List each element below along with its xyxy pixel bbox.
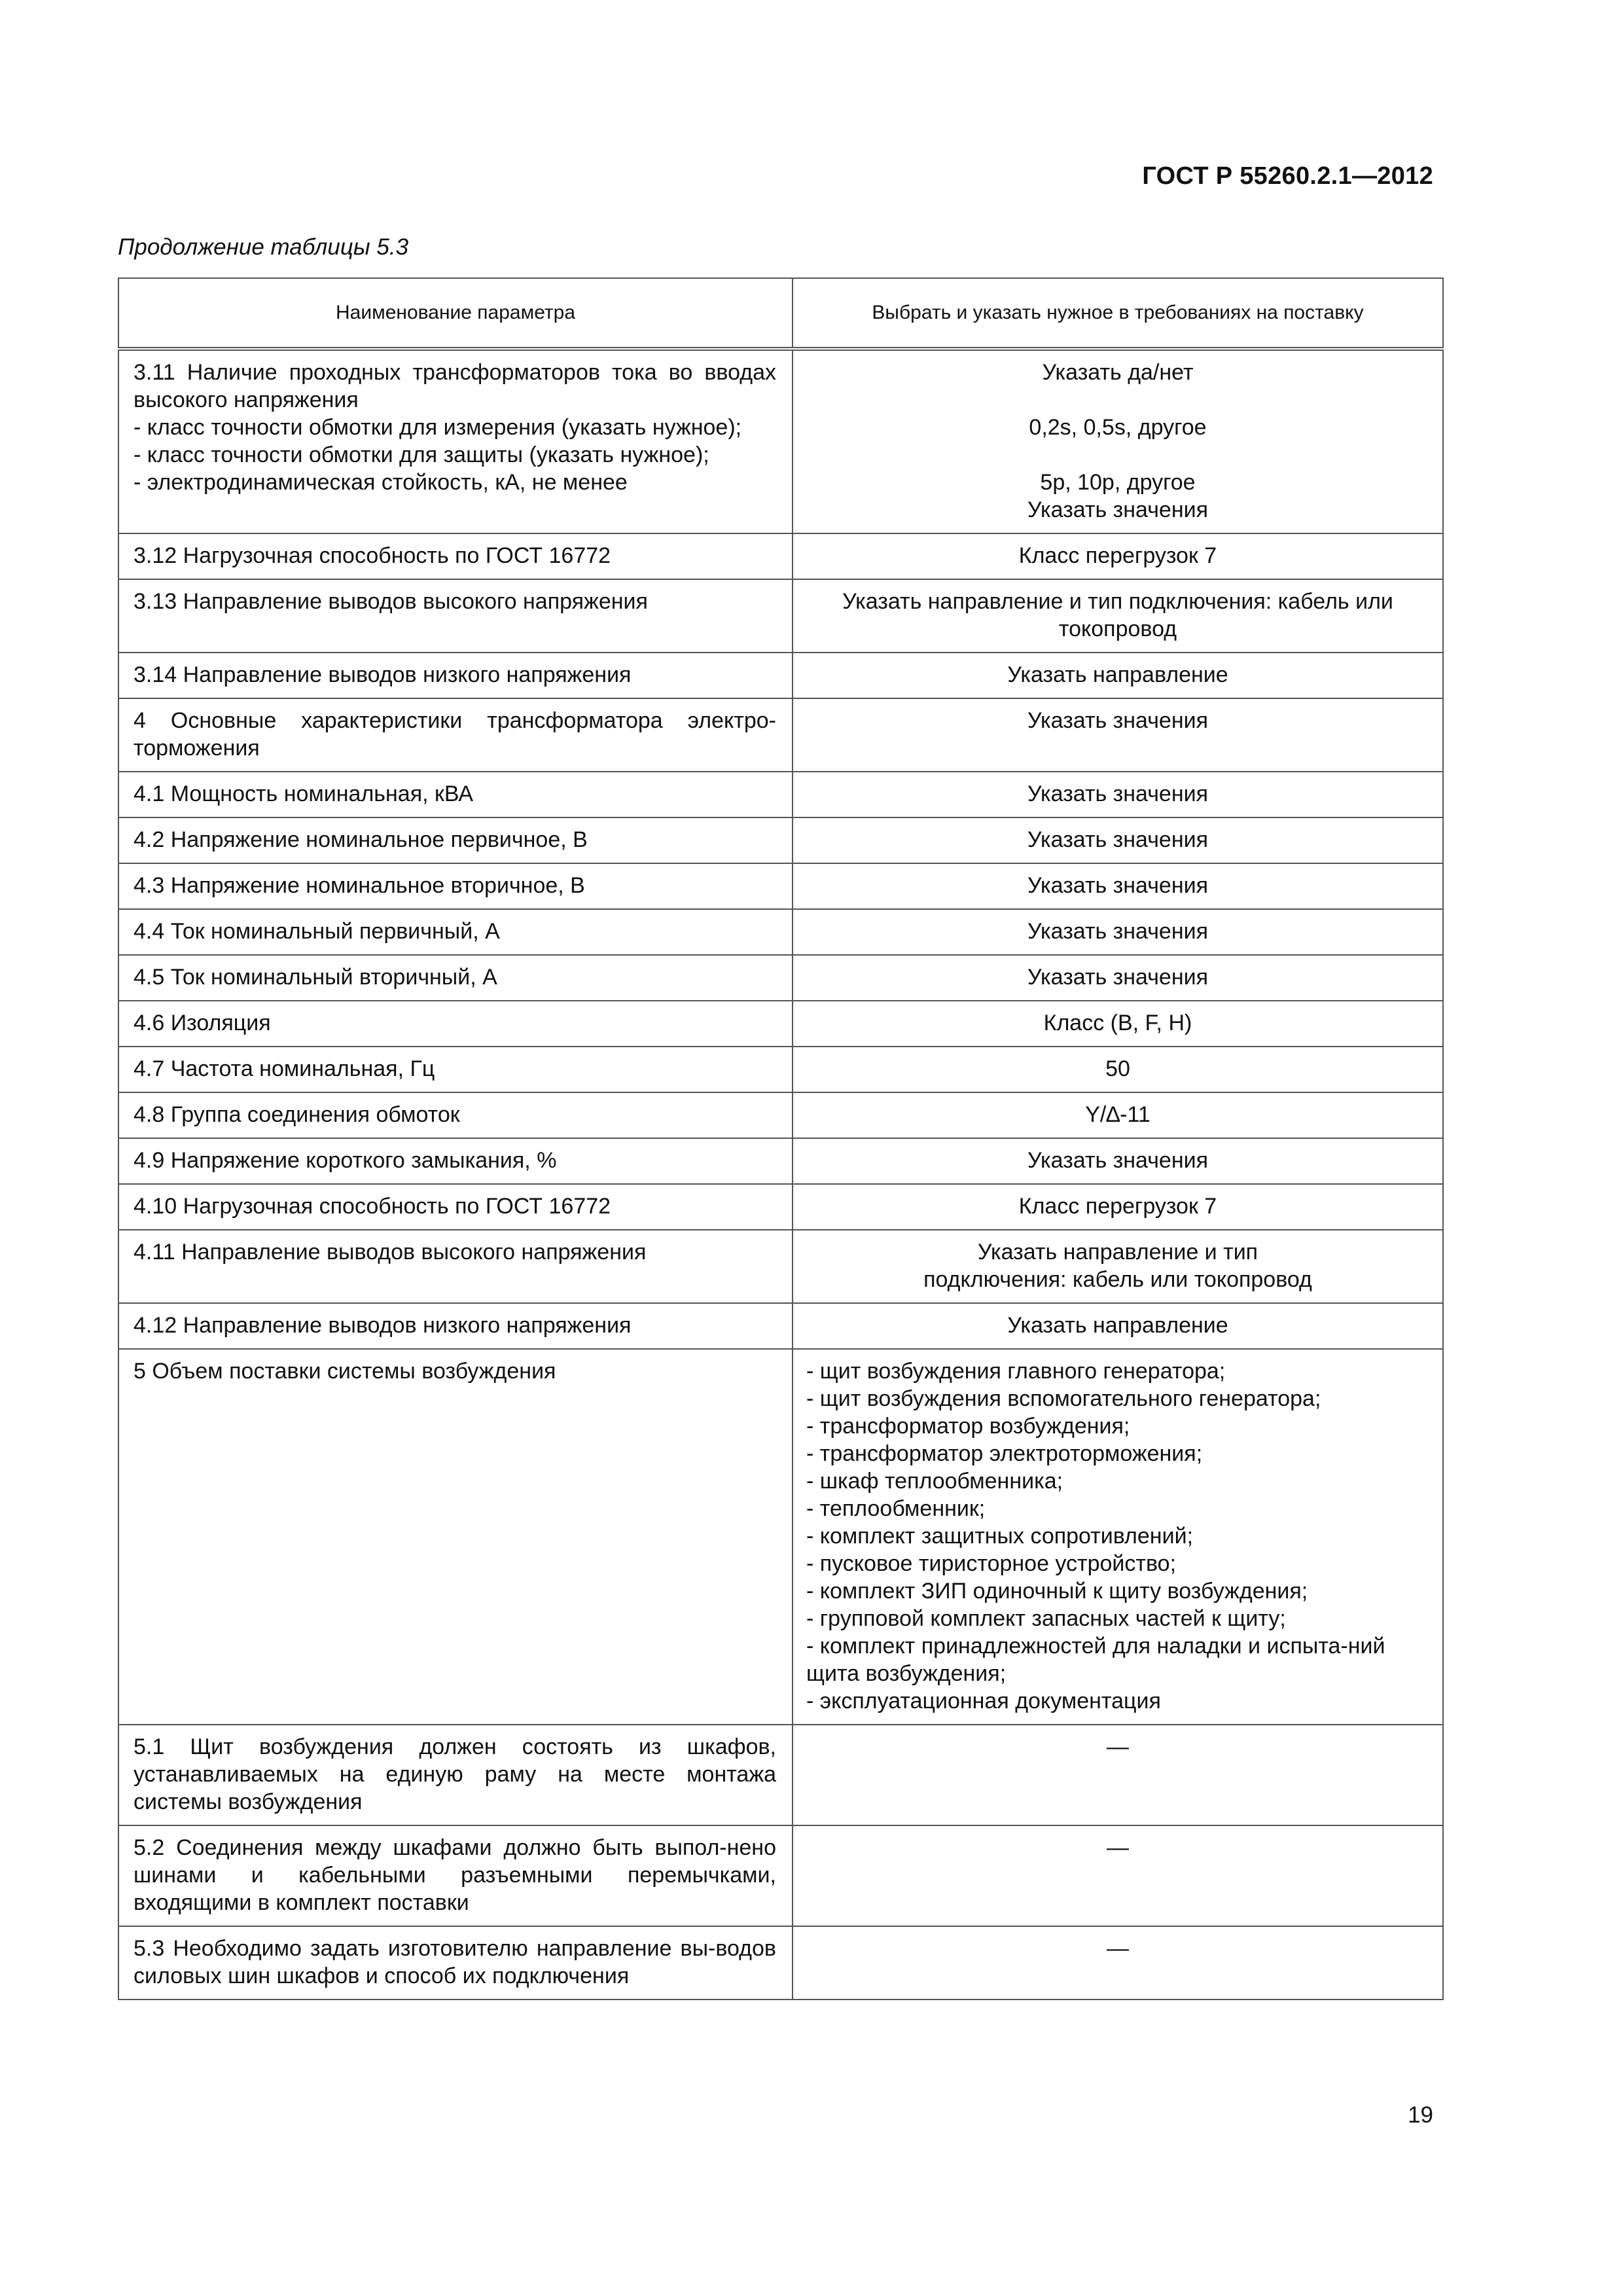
value-cell xyxy=(793,863,1443,909)
value-text: подключения: кабель или токопровод xyxy=(923,1267,1312,1292)
table-body xyxy=(118,349,1443,2000)
value-cell xyxy=(793,772,1443,817)
table-row xyxy=(118,863,1443,909)
parameter-text: 4.1 Мощность номинальная, кВА xyxy=(134,781,474,806)
column-header-parameter: Наименование параметра xyxy=(118,278,793,349)
value-text: Указать значения xyxy=(1027,827,1209,852)
value-text: Указать да/нет xyxy=(1042,360,1194,385)
column-header-value: Выбрать и указать нужное в требованиях на поставку xyxy=(793,278,1443,349)
value-cell xyxy=(793,1138,1443,1184)
value-text: — xyxy=(1107,1734,1129,1759)
value-text: Указать значения xyxy=(1027,497,1209,522)
value-list-item: - комплект принадлежностей для наладки и испыта-ний щита возбуждения; xyxy=(806,1634,1385,1686)
table-row xyxy=(118,1725,1443,1825)
value-cell xyxy=(793,1825,1443,1926)
value-text: Класс перегрузок 7 xyxy=(1018,543,1217,568)
table-row xyxy=(118,817,1443,863)
parameter-text: 5.3 Необходимо задать изготовителю направление вы-водов силовых шин шкафов и способ их подключения xyxy=(134,1936,776,1988)
parameter-text: 4.5 Ток номинальный вторичный, А xyxy=(134,965,497,990)
value-cell xyxy=(793,653,1443,698)
parameter-text: - класс точности обмотки для измерения (указать нужное); xyxy=(134,415,742,440)
parameter-text: 3.12 Нагрузочная способность по ГОСТ 16772 xyxy=(134,543,611,568)
parameter-cell xyxy=(118,1825,793,1926)
parameter-text: 4.4 Ток номинальный первичный, А xyxy=(134,919,500,944)
parameter-cell xyxy=(118,349,793,533)
table-row xyxy=(118,1138,1443,1184)
value-text: Указать значения xyxy=(1027,919,1209,944)
value-text: Указать значения xyxy=(1027,1148,1209,1173)
parameter-text: 3.14 Направление выводов низкого напряжения xyxy=(134,662,632,687)
parameter-cell xyxy=(118,1230,793,1303)
value-list-item: - щит возбуждения вспомогательного генератора; xyxy=(806,1386,1321,1411)
value-text: Указать значения xyxy=(1027,781,1209,806)
value-list-item: - трансформатор электроторможения; xyxy=(806,1441,1203,1466)
value-cell xyxy=(793,1184,1443,1230)
value-text: Указать направление xyxy=(1007,662,1228,687)
table-row xyxy=(118,772,1443,817)
value-cell xyxy=(793,1230,1443,1303)
spec-table xyxy=(118,278,1444,2000)
parameter-text: 4.12 Направление выводов низкого напряжения xyxy=(134,1313,632,1338)
value-text: Класс (B, F, H) xyxy=(1043,1011,1192,1035)
table-row xyxy=(118,698,1443,772)
parameter-cell xyxy=(118,1092,793,1138)
parameter-cell xyxy=(118,533,793,579)
value-cell xyxy=(793,955,1443,1001)
table-row xyxy=(118,955,1443,1001)
parameter-text: 5.2 Соединения между шкафами должно быть выпол-нено шинами и кабельными разъемными перемычками, входящими в комплект поставки xyxy=(134,1835,776,1915)
parameter-cell xyxy=(118,579,793,653)
parameter-text: 4.10 Нагрузочная способность по ГОСТ 16772 xyxy=(134,1194,611,1219)
parameter-text: 3.11 Наличие проходных трансформаторов тока во вводах высокого напряжения xyxy=(134,360,776,412)
table-row xyxy=(118,1825,1443,1926)
value-cell xyxy=(793,1001,1443,1047)
table-row xyxy=(118,909,1443,955)
parameter-text: 5.1 Щит возбуждения должен состоять из шкафов, устанавливаемых на единую раму на месте монтажа системы возбуждения xyxy=(134,1734,776,1814)
document-code: ГОСТ Р 55260.2.1—2012 xyxy=(1142,162,1433,190)
value-cell xyxy=(793,1303,1443,1349)
parameter-cell xyxy=(118,1001,793,1047)
parameter-cell xyxy=(118,1184,793,1230)
value-list-cell xyxy=(793,1349,1443,1725)
value-list-item: - трансформатор возбуждения; xyxy=(806,1414,1130,1439)
parameter-cell xyxy=(118,653,793,698)
value-list-item: - комплект защитных сопротивлений; xyxy=(806,1524,1194,1549)
value-cell xyxy=(793,1926,1443,2000)
parameter-text: 3.13 Направление выводов высокого напряжения xyxy=(134,589,648,614)
value-text: 5p, 10p, другое xyxy=(1040,470,1196,495)
value-text: 50 xyxy=(1105,1056,1130,1081)
value-text: Y/∆-11 xyxy=(1085,1102,1150,1127)
parameter-cell xyxy=(118,1303,793,1349)
value-list-item: - комплект ЗИП одиночный к щиту возбуждения; xyxy=(806,1579,1308,1604)
table-row xyxy=(118,653,1443,698)
parameter-text: 4.9 Напряжение короткого замыкания, % xyxy=(134,1148,557,1173)
table-row xyxy=(118,1092,1443,1138)
value-text: Указать направление и тип подключения: кабель или токопровод xyxy=(842,589,1393,641)
value-text: Указать направление и тип xyxy=(977,1240,1258,1265)
parameter-text: 4.2 Напряжение номинальное первичное, В xyxy=(134,827,588,852)
parameter-text: 5 Объем поставки системы возбуждения xyxy=(134,1359,556,1384)
parameter-cell xyxy=(118,698,793,772)
parameter-text: 4.8 Группа соединения обмоток xyxy=(134,1102,460,1127)
value-list-item: - щит возбуждения главного генератора; xyxy=(806,1359,1226,1384)
value-text: — xyxy=(1107,1835,1129,1860)
parameter-cell xyxy=(118,1725,793,1825)
table-row xyxy=(118,533,1443,579)
parameter-text: 4 Основные характеристики трансформатора электро-торможения xyxy=(134,708,776,761)
table-row xyxy=(118,349,1443,533)
parameter-cell xyxy=(118,909,793,955)
value-list-item: - эксплуатационная документация xyxy=(806,1689,1161,1713)
table-row xyxy=(118,1926,1443,2000)
parameter-cell xyxy=(118,1138,793,1184)
parameter-cell xyxy=(118,863,793,909)
parameter-text: - класс точности обмотки для защиты (указать нужное); xyxy=(134,442,709,467)
parameter-cell xyxy=(118,772,793,817)
parameter-cell xyxy=(118,955,793,1001)
parameter-text: - электродинамическая стойкость, кА, не менее xyxy=(134,470,628,495)
value-cell xyxy=(793,909,1443,955)
value-cell xyxy=(793,349,1443,533)
value-list-item: - шкаф теплообменника; xyxy=(806,1469,1063,1494)
value-text: Указать направление xyxy=(1007,1313,1228,1338)
table-row xyxy=(118,1047,1443,1092)
value-text: Указать значения xyxy=(1027,873,1209,898)
value-text: — xyxy=(1107,1936,1129,1961)
table-row xyxy=(118,1184,1443,1230)
value-cell xyxy=(793,1092,1443,1138)
parameter-text: 4.7 Частота номинальная, Гц xyxy=(134,1056,435,1081)
page-number: 19 xyxy=(1408,2102,1433,2128)
table-row xyxy=(118,579,1443,653)
parameter-cell xyxy=(118,1349,793,1725)
table-row xyxy=(118,1001,1443,1047)
value-cell xyxy=(793,698,1443,772)
table-row xyxy=(118,1303,1443,1349)
value-text: 0,2s, 0,5s, другое xyxy=(1029,415,1207,440)
value-text: Указать значения xyxy=(1027,708,1209,733)
value-list-item: - теплообменник; xyxy=(806,1496,986,1521)
table-header xyxy=(118,278,1443,349)
value-text: Класс перегрузок 7 xyxy=(1018,1194,1217,1219)
parameter-cell xyxy=(118,1926,793,2000)
value-text: Указать значения xyxy=(1027,965,1209,990)
value-list-item: - групповой комплект запасных частей к щиту; xyxy=(806,1606,1286,1631)
value-cell xyxy=(793,1047,1443,1092)
spacer xyxy=(809,386,1427,414)
value-cell xyxy=(793,579,1443,653)
table-row xyxy=(118,1349,1443,1725)
parameter-text: 4.6 Изоляция xyxy=(134,1011,271,1035)
spacer xyxy=(809,441,1427,469)
parameter-cell xyxy=(118,1047,793,1092)
parameter-cell xyxy=(118,817,793,863)
value-list-item: - пусковое тиристорное устройство; xyxy=(806,1551,1177,1576)
parameter-text: 4.3 Напряжение номинальное вторичное, В xyxy=(134,873,585,898)
table-row xyxy=(118,1230,1443,1303)
parameter-text: 4.11 Направление выводов высокого напряжения xyxy=(134,1240,647,1265)
value-cell xyxy=(793,817,1443,863)
table-caption: Продолжение таблицы 5.3 xyxy=(118,234,409,260)
value-cell xyxy=(793,533,1443,579)
value-cell xyxy=(793,1725,1443,1825)
